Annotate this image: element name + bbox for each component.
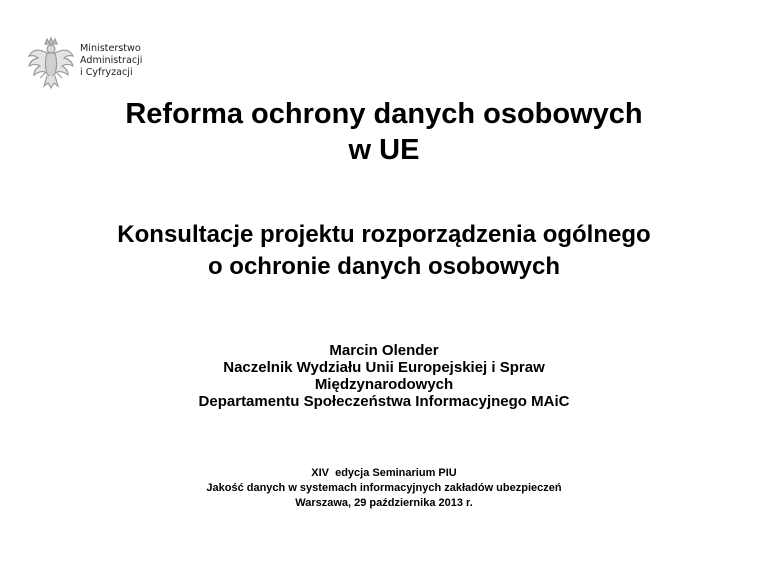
event-block (0, 466, 768, 511)
author-department: Departamentu Społeczeństwa Informacyjnego MAiC (198, 393, 570, 410)
ministry-name (80, 43, 142, 79)
event-topic: Jakość danych w systemach informacyjnych zakładów ubezpieczeń (206, 482, 562, 494)
author-block (0, 342, 768, 410)
logo-line: i Cyfryzacji (80, 67, 133, 78)
subtitle-line: o ochronie danych osobowych (207, 253, 561, 280)
event-place-date: Warszawa, 29 października 2013 r. (295, 497, 473, 509)
logo-line: Ministerstwo (80, 43, 141, 54)
event-edition: XIV edycja Seminarium PIU (311, 467, 457, 479)
title-line: Reforma ochrony danych osobowych (125, 98, 643, 130)
subtitle-line: Konsultacje projektu rozporządzenia ogólnego (117, 221, 651, 248)
slide-title (0, 96, 768, 168)
slide-subtitle (0, 219, 768, 283)
author-role: Naczelnik Wydziału Unii Europejskiej i Spraw Międzynarodowych (223, 359, 545, 393)
ministry-logo (26, 36, 176, 92)
author-name: Marcin Olender (329, 342, 439, 359)
eagle-icon (26, 36, 76, 90)
logo-line: Administracji (80, 55, 143, 66)
title-line: w UE (348, 134, 420, 166)
